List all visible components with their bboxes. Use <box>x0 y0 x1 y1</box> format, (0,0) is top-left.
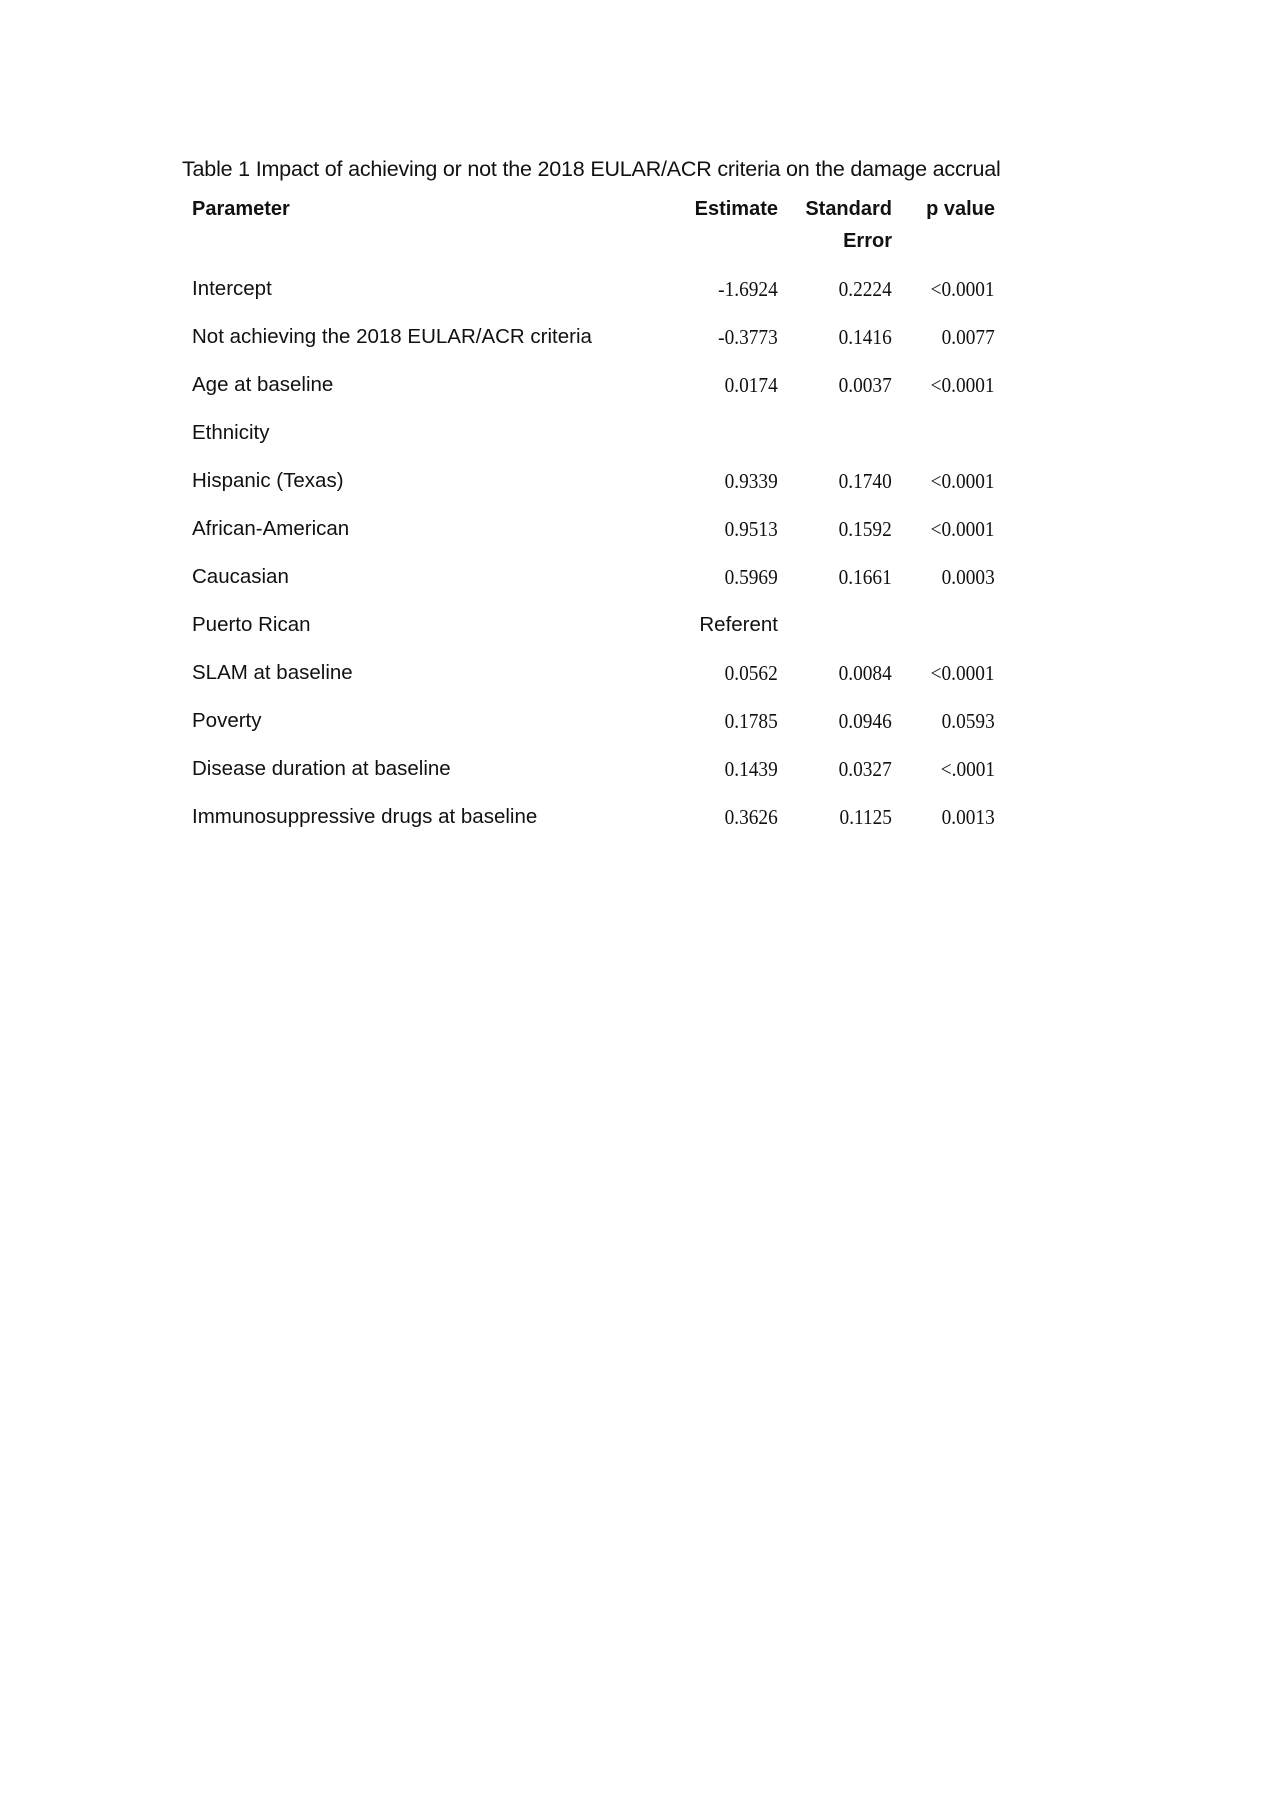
table-row <box>0 325 1280 355</box>
estimate-cell: 0.3626 <box>724 805 778 829</box>
table-row <box>0 277 1280 307</box>
p-value-cell: 0.0593 <box>941 709 995 733</box>
standard-error-cell: 0.1416 <box>838 325 892 349</box>
header-estimate: Estimate <box>694 198 778 220</box>
parameter-cell: Age at baseline <box>192 373 334 396</box>
estimate-cell: -0.3773 <box>718 325 778 349</box>
table-row <box>0 421 1280 451</box>
estimate-cell: 0.0174 <box>724 373 778 397</box>
estimate-cell: 0.9339 <box>724 469 778 493</box>
parameter-cell: Disease duration at baseline <box>192 757 451 780</box>
header-standard-error-line2: Error <box>843 230 892 252</box>
parameter-cell: Not achieving the 2018 EULAR/ACR criteria <box>192 325 592 348</box>
estimate-cell: 0.1439 <box>724 757 778 781</box>
parameter-cell: Puerto Rican <box>192 613 311 636</box>
parameter-cell: African-American <box>192 517 350 540</box>
parameter-cell: Intercept <box>192 277 272 300</box>
standard-error-cell: 0.2224 <box>838 277 892 301</box>
estimate-cell: Referent <box>699 613 778 636</box>
header-p-value: p value <box>926 198 995 220</box>
header-standard-error: Standard <box>805 198 892 220</box>
table-row <box>0 565 1280 595</box>
table-row <box>0 709 1280 739</box>
parameter-cell: Poverty <box>192 709 262 732</box>
estimate-cell: -1.6924 <box>718 277 778 301</box>
estimate-cell: 0.1785 <box>724 709 778 733</box>
table-title: Table 1 Impact of achieving or not the 2018 EULAR/ACR criteria on the damage accrual <box>182 157 1001 181</box>
p-value-cell: 0.0077 <box>941 325 995 349</box>
parameter-cell: Hispanic (Texas) <box>192 469 344 492</box>
table-row <box>0 613 1280 643</box>
estimate-cell: 0.0562 <box>724 661 778 685</box>
standard-error-cell: 0.1125 <box>839 805 892 829</box>
table-row <box>0 517 1280 547</box>
standard-error-cell: 0.1740 <box>838 469 892 493</box>
parameter-cell: Immunosuppressive drugs at baseline <box>192 805 538 828</box>
standard-error-cell: 0.1661 <box>838 565 892 589</box>
table-row <box>0 373 1280 403</box>
table-row <box>0 469 1280 499</box>
parameter-cell: Caucasian <box>192 565 289 588</box>
p-value-cell: <.0001 <box>940 757 995 781</box>
p-value-cell: <0.0001 <box>930 373 995 397</box>
p-value-cell: <0.0001 <box>930 517 995 541</box>
estimate-cell: 0.5969 <box>724 565 778 589</box>
parameter-cell: Ethnicity <box>192 421 270 444</box>
standard-error-cell: 0.0084 <box>838 661 892 685</box>
header-parameter: Parameter <box>192 198 290 220</box>
p-value-cell: 0.0003 <box>941 565 995 589</box>
p-value-cell: <0.0001 <box>930 469 995 493</box>
standard-error-cell: 0.0946 <box>838 709 892 733</box>
table-row <box>0 805 1280 835</box>
p-value-cell: <0.0001 <box>930 661 995 685</box>
parameter-cell: SLAM at baseline <box>192 661 353 684</box>
p-value-cell: <0.0001 <box>930 277 995 301</box>
estimate-cell: 0.9513 <box>724 517 778 541</box>
standard-error-cell: 0.1592 <box>838 517 892 541</box>
standard-error-cell: 0.0327 <box>838 757 892 781</box>
standard-error-cell: 0.0037 <box>838 373 892 397</box>
p-value-cell: 0.0013 <box>941 805 995 829</box>
table-row <box>0 661 1280 691</box>
table-row <box>0 757 1280 787</box>
